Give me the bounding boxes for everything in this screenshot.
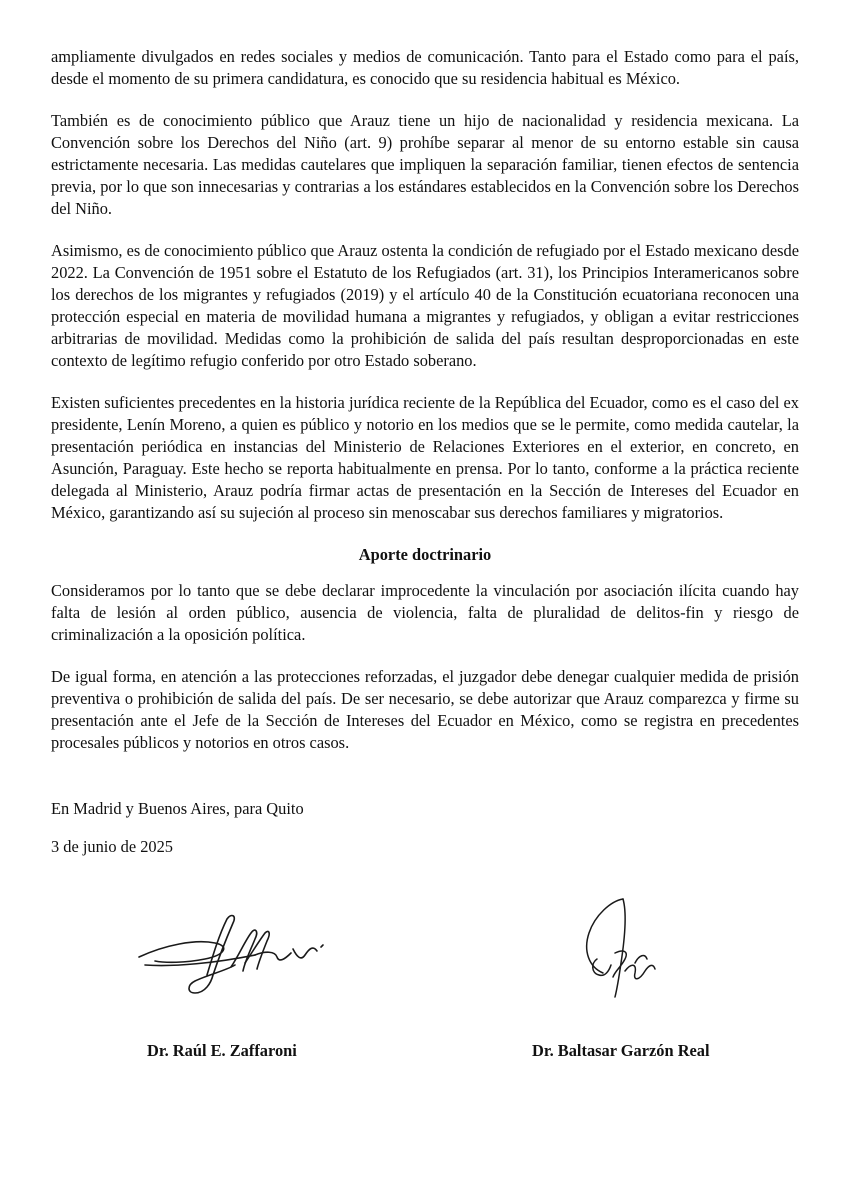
body-paragraph: De igual forma, en atención a las protecciones reforzadas, el juzgador debe denegar cualquier medida de prisión preventiva o prohibición de salida del país. De ser necesario, se debe autorizar que Arauz comparezca y firme su presentación ante el Jefe de la Sección de Intereses del Ecuador en México, como se registra en precedentes procesales públicos y notorios en otros casos.: [51, 667, 799, 752]
section-heading: Aporte doctrinario: [358, 545, 492, 564]
signatory-name: Dr. Baltasar Garzón Real: [532, 1041, 710, 1060]
signatory-name: Dr. Raúl E. Zaffaroni: [147, 1041, 297, 1060]
closing-place: En Madrid y Buenos Aires, para Quito: [51, 799, 304, 818]
signature-garzon: [575, 893, 665, 1003]
document-body: [51, 46, 799, 774]
body-paragraph: También es de conocimiento público que Arauz tiene un hijo de nacionalidad y residencia mexicana. La Convención sobre los Derechos del Niño (art. 9) prohíbe separar al menor de su entorno estable sin causa estrictamente necesaria. Las medidas cautelares que impliquen la separación familiar, tienen efectos de sentencia previa, por lo que son innecesarias y contrarias a los estándares establecidos en la Convención sobre los Derechos del Niño.: [51, 111, 799, 218]
body-paragraph: ampliamente divulgados en redes sociales y medios de comunicación. Tanto para el Estado como para el país, desde el momento de su primera candidatura, es conocido que su residencia habitual es México.: [51, 47, 799, 88]
body-paragraph: Asimismo, es de conocimiento público que Arauz ostenta la condición de refugiado por el Estado mexicano desde 2022. La Convención de 1951 sobre el Estatuto de los Refugiados (art. 31), los Principios Interamericanos sobre los derechos de los migrantes y refugiados (2019) y el artículo 40 de la Constitución ecuatoriana reconocen una protección especial en materia de movilidad humana a migrantes y refugiados, y obligan a evitar restricciones arbitrarias de movilidad. Medidas como la prohibición de salida del país resultan desproporcionadas en este contexto de legítimo refugio conferido por otro Estado soberano.: [51, 241, 799, 370]
body-paragraph: Consideramos por lo tanto que se debe declarar improcedente la vinculación por asociación ilícita cuando hay falta de lesión al orden público, ausencia de violencia, falta de pluralidad de delitos-fin y riesgo de criminalización a la oposición política.: [51, 581, 799, 644]
closing-date: 3 de junio de 2025: [51, 837, 174, 856]
signature-zaffaroni: [135, 905, 335, 1001]
body-paragraph: Existen suficientes precedentes en la historia jurídica reciente de la República del Ecuador, como es el caso del ex presidente, Lenín Moreno, a quien es público y notorio en los medios que se le permite, como medida cautelar, la presentación periódica en instancias del Ministerio de Relaciones Exteriores en el exterior, en concreto, en Asunción, Paraguay. Este hecho se reporta habitualmente en prensa. Por lo tanto, conforme a la práctica reciente delegada al Ministerio, Arauz podría firmar actas de presentación en la Sección de Intereses del Ecuador en México, garantizando así su sujeción al proceso sin menoscabar sus derechos familiares y migratorios.: [51, 393, 799, 522]
